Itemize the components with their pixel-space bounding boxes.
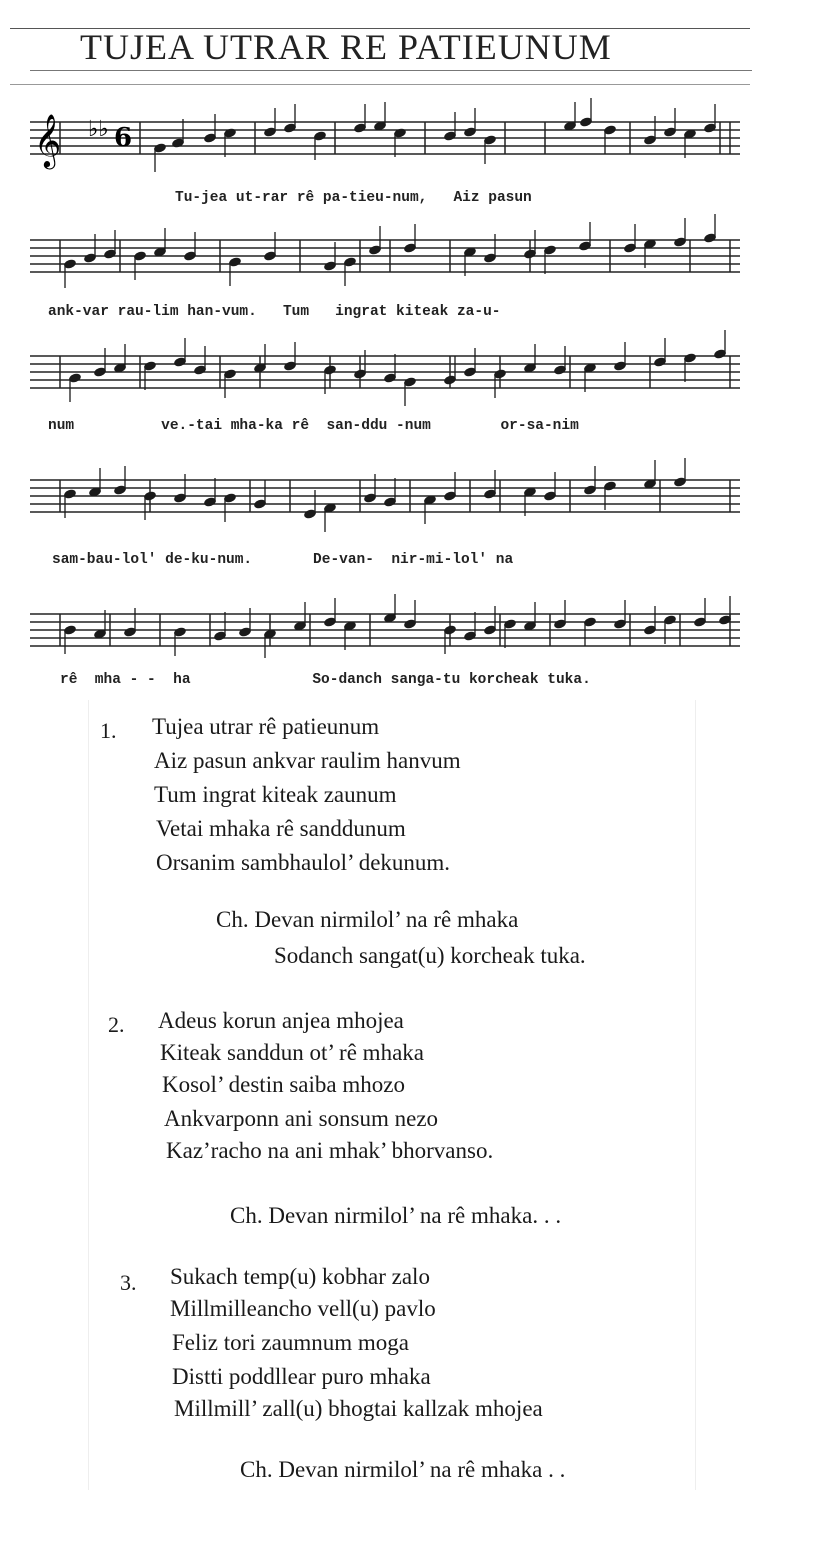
verse-number: 3. [120, 1270, 137, 1295]
verse-line: Feliz tori zaumnum moga [172, 1330, 409, 1355]
lyric-line-5: rê mha - - ha So-danch sanga-tu korcheak tuka. [60, 672, 591, 688]
verse-line: Orsanim sambhaulol’ dekunum. [156, 850, 451, 875]
chorus-line: Ch. Devan nirmilol’ na rê mhaka . . [240, 1457, 566, 1482]
verse-line: Kosol’ destin saiba mhozo [162, 1072, 405, 1097]
page-title: TUJEA UTRAR RE PATIEUNUM [80, 27, 612, 67]
lyric-line-2: ank-var rau-lim han-vum. Tum ingrat kiteak za-u- [48, 304, 501, 320]
chorus-line: Ch. Devan nirmilol’ na rê mhaka [216, 907, 519, 932]
verse-line: Distti poddllear puro mhaka [172, 1364, 431, 1389]
lyric-line-1: Tu-jea ut-rar rê pa-tieu-num, Aiz pasun [175, 190, 532, 206]
treble-clef-icon: 𝄞 [34, 113, 62, 167]
verse-line: Ankvarponn ani sonsum nezo [164, 1106, 439, 1131]
verse-number: 2. [108, 1012, 125, 1037]
time-signature: 6 [114, 123, 133, 153]
lyric-line-4: sam-bau-lol' de-ku-num. De-van- nir-mi-lol' na [52, 552, 514, 568]
title-rule-2 [10, 84, 750, 85]
title-underline [30, 70, 752, 71]
verse-line: Kaz’racho na ani mhak’ bhorvanso. [166, 1138, 494, 1163]
music-staff-2 [30, 206, 750, 306]
verse-line: Tum ingrat kiteak zaunum [154, 782, 397, 807]
music-staff-3 [30, 322, 750, 422]
music-staff-4 [30, 446, 750, 546]
chorus-line: Ch. Devan nirmilol’ na rê mhaka. . . [230, 1203, 562, 1228]
verse-line: Millmilleancho vell(u) pavlo [170, 1296, 436, 1321]
verse-number: 1. [100, 718, 117, 743]
chorus-line: Sodanch sangat(u) korcheak tuka. [274, 943, 586, 968]
verse-line: Kiteak sanddun ot’ rê mhaka [160, 1040, 424, 1065]
verse-line: Vetai mhaka rê sanddunum [156, 816, 406, 841]
verse-line: Aiz pasun ankvar raulim hanvum [154, 748, 461, 773]
verse-line: Tujea utrar rê patieunum [152, 714, 380, 739]
music-staff-5 [30, 580, 750, 680]
verse-line: Millmill’ zall(u) bhogtai kallzak mhojea [174, 1396, 543, 1421]
lyric-line-3: num ve.-tai mha-ka rê san-ddu -num or-sa-nim [48, 418, 579, 434]
verse-line: Adeus korun anjea mhojea [158, 1008, 404, 1033]
flat-sign-icon: ♭♭ [88, 117, 109, 142]
verse-line: Sukach temp(u) kobhar zalo [170, 1264, 430, 1289]
music-staff-1 [30, 88, 750, 188]
